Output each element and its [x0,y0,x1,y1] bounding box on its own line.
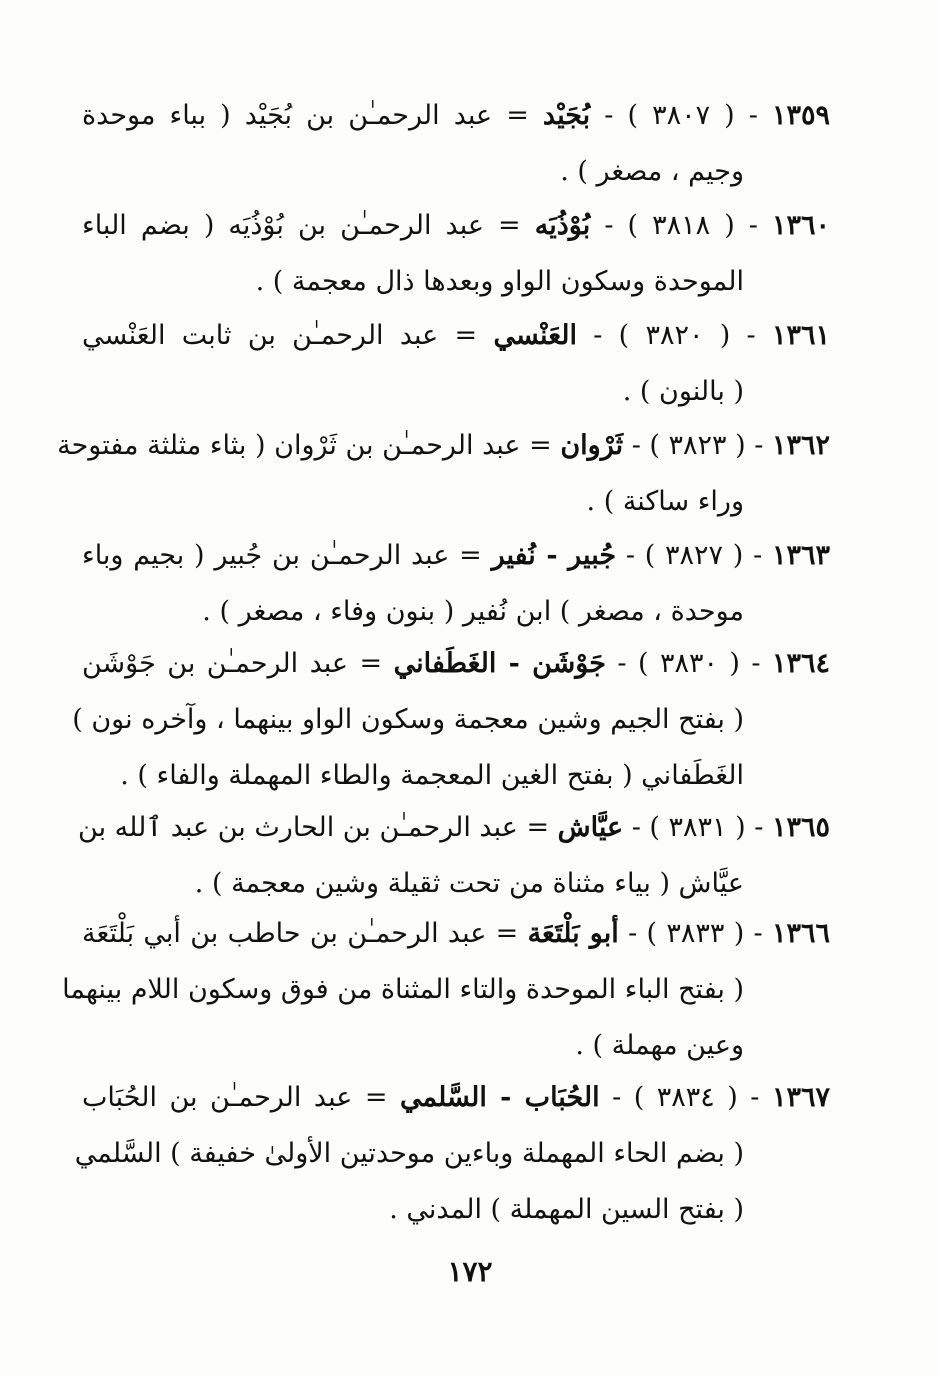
page-number: ١٧٢ [447,1255,493,1288]
entry-continuation: ( بفتح الباء الموحدة والتاء المثناة من فوق وسكون اللام بينهما [62,974,744,1005]
entry-continuation: ( بالنون ) . [622,376,744,407]
entry-number: ١٣٦١ [771,320,830,351]
entry-name: ثَرْوان [560,430,624,461]
entry-ref: - ( ٣٨٢٠ ) - [593,320,756,351]
entry-ref: - ( ٣٨١٨ ) - [604,210,758,241]
entry-number: ١٣٦٠ [772,210,831,241]
entry-number: ١٣٦٦ [771,918,830,949]
entry-name: بُوْذُيَه [534,210,591,241]
entry-number: ١٣٦٥ [771,812,830,843]
entry-continuation: ( بضم الحاء المهملة وباءين موحدتين الأولىٰ خفيفة ) السَّلمي [74,1138,744,1169]
entry-ref: - ( ٣٨٣٤ ) - [612,1082,760,1113]
entry-1364 [72,636,830,804]
entry-line [57,418,830,474]
entry-ref: - ( ٣٨٢٧ ) - [625,540,763,571]
entry-name: العَنْسي [493,320,577,351]
entry-continuation: الموحدة وسكون الواو وبعدها ذال معجمة ) . [255,266,744,297]
entry-name: الحُبَاب - السَّلمي [399,1082,600,1113]
entry-line [82,88,830,144]
entry-number: ١٣٦٧ [771,1082,830,1113]
entry-ref: - ( ٣٨٢٣ ) - [631,430,764,461]
entry-continuation: ( بفتح السين المهملة ) المدني . [389,1194,744,1225]
entry-text: = عبد الرحمـٰن بن حاطب بن أبي بَلْتَعَة [82,918,519,949]
entry-text: = عبد الرحمـٰن بن ثابت العَنْسي [82,320,478,351]
entry-line [82,1070,830,1126]
entry-1366 [62,906,830,1074]
entry-text: = عبد الرحمـٰن بن بُوْذُيَه ( بضم الباء [82,210,521,241]
entry-text: = عبد الرحمـٰن بن جُبير ( بجيم وباء [82,540,482,571]
entry-number: ١٣٦٢ [771,430,830,461]
entry-name: جَوْشَن - الغَطَفاني [393,648,606,679]
entry-number: ١٣٦٤ [771,648,830,679]
entry-continuation: وراء ساكنة ) . [586,486,744,517]
entry-1362 [57,418,830,530]
entry-continuation: ( بفتح الجيم وشين معجمة وسكون الواو بينهما ، وآخره نون ) [72,704,744,735]
entry-continuation: عيَّاش ( بياء مثناة من تحت ثقيلة وشين معجمة ) . [194,868,744,899]
entry-ref: - ( ٣٨٣٠ ) - [617,648,761,679]
entry-line [82,636,830,692]
entry-ref: - ( ٣٨٣٣ ) - [628,918,763,949]
entry-continuation: موحدة ، مصغر ) ابن نُفير ( بنون وفاء ، مصغر ) . [202,596,744,627]
entry-name: جُبير - نُفير [491,540,617,571]
entry-ref: - ( ٣٨٣١ ) - [631,812,764,843]
entry-1367 [74,1070,830,1238]
entry-1363 [82,528,830,640]
entry-name: أبو بَلْتَعَة [527,918,619,949]
entry-line [78,800,830,856]
entry-name: بُجَيْد [542,100,591,131]
entry-text: = عبد الرحمـٰن بن جَوْشَن [82,648,383,679]
entry-continuation: وجيم ، مصغر ) . [560,156,744,187]
entry-1359 [82,88,830,200]
entry-continuation: وعين مهملة ) . [575,1030,744,1061]
entry-1361 [82,308,830,420]
entry-line [82,906,830,962]
entry-number: ١٣٦٣ [771,540,830,571]
entry-line [82,528,830,584]
entry-number: ١٣٥٩ [771,100,830,131]
entry-text: = عبد الرحمـٰن بن الحُبَاب [82,1082,388,1113]
entry-name: عيَّاش [557,812,624,843]
entry-line [82,198,830,254]
entry-ref: - ( ٣٨٠٧ ) - [604,100,758,131]
entry-1360 [82,198,830,310]
entry-1365 [78,800,830,912]
entry-text: = عبد الرحمـٰن بن ثَرْوان ( بثاء مثلثة مفتوحة [57,430,552,461]
entry-continuation: الغَطَفاني ( بفتح الغين المعجمة والطاء المهملة والفاء ) . [120,760,744,791]
entry-text: = عبد الرحمـٰن بن الحارث بن عبد ٱلله بن [78,812,550,843]
entry-text: = عبد الرحمـٰن بن بُجَيْد ( بباء موحدة [82,100,529,131]
entry-line [82,308,830,364]
